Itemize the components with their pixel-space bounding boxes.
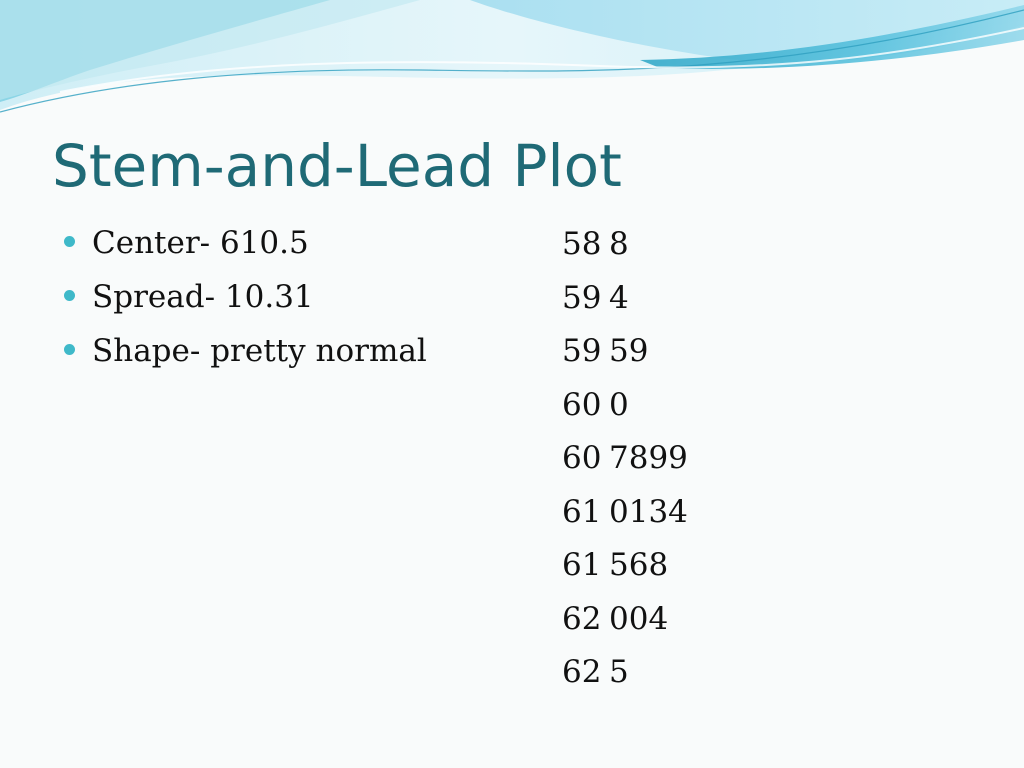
leaf-values: 7899 — [609, 440, 688, 476]
stem-value: 59 — [562, 333, 602, 369]
stem-leaf-row — [562, 490, 688, 544]
stem-leaf-row — [562, 329, 688, 383]
wave-header-decoration — [0, 0, 1024, 120]
leaf-values: 0134 — [609, 493, 688, 530]
bullet-spread — [64, 276, 427, 330]
leaf-values: 5 — [609, 654, 629, 690]
leaf-values: 4 — [609, 279, 629, 316]
stem-value: 58 — [562, 226, 602, 262]
leaf-values: 0 — [609, 386, 629, 423]
stem-leaf-row — [562, 436, 688, 490]
summary-bullet-list — [64, 222, 427, 384]
stem-leaf-row — [562, 597, 688, 651]
leaf-values: 004 — [609, 600, 669, 637]
stem-value: 61 — [562, 547, 602, 583]
bullet-text: Spread- 10.31 — [92, 279, 314, 315]
stem-value: 60 — [562, 440, 602, 476]
bullet-dot-icon — [64, 290, 75, 301]
leaf-values: 568 — [609, 547, 669, 583]
bullet-text: Shape- pretty normal — [92, 333, 427, 369]
bullet-center — [64, 222, 427, 276]
stem-value: 62 — [562, 654, 602, 690]
slide-title: Stem-and-Lead Plot — [52, 132, 622, 200]
stem-value: 60 — [562, 386, 602, 423]
bullet-dot-icon — [64, 344, 75, 355]
stem-value: 61 — [562, 493, 602, 530]
stem-leaf-row — [562, 222, 688, 276]
leaf-values: 59 — [609, 333, 649, 369]
stem-value: 62 — [562, 600, 602, 637]
stem-leaf-row — [562, 383, 688, 437]
leaf-values: 8 — [609, 226, 629, 262]
bullet-dot-icon — [64, 236, 75, 247]
stem-leaf-row — [562, 650, 688, 704]
stem-value: 59 — [562, 279, 602, 316]
stem-leaf-row — [562, 276, 688, 330]
bullet-text: Center- 610.5 — [92, 225, 309, 261]
bullet-shape — [64, 330, 427, 384]
stem-leaf-row — [562, 543, 688, 597]
stem-and-leaf-display — [562, 222, 688, 704]
